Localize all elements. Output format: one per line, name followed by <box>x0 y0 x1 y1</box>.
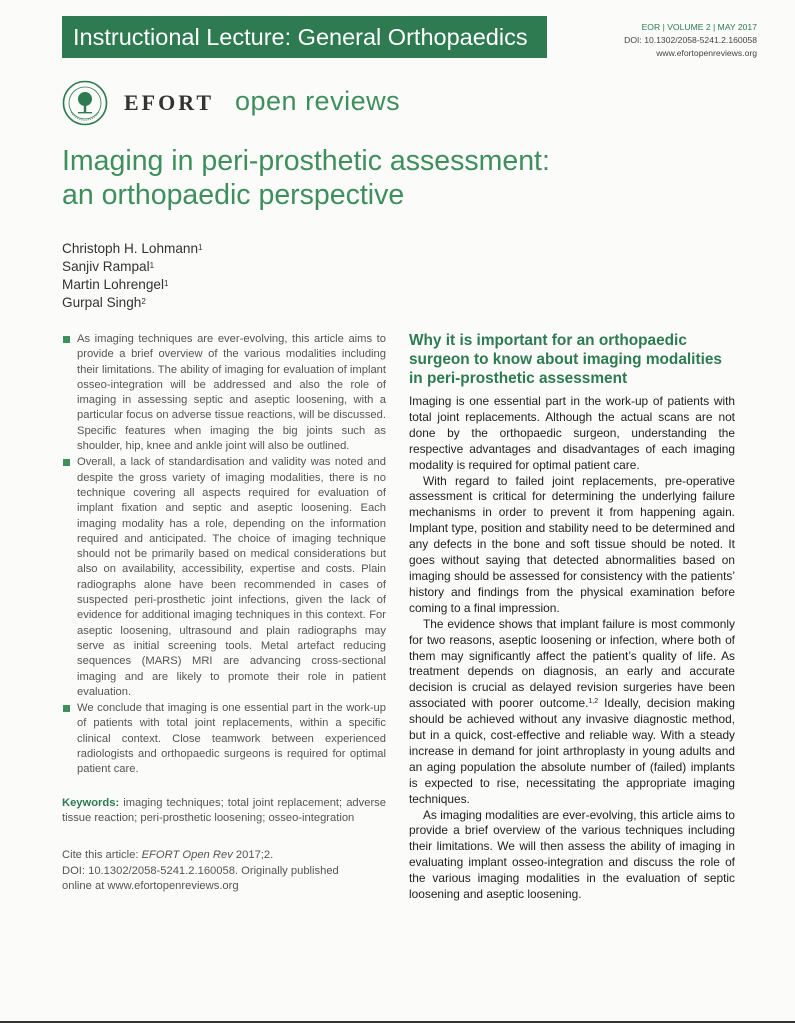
section-banner: Instructional Lecture: General Orthopaedics <box>62 16 547 58</box>
paragraph: As imaging modalities are ever-evolving, this article aims to provide a brief overview of the various techniques including their limitations. We will then assess the ability of imaging in evaluating implant osseo-integration and discuss the role of the various imaging modalities in the evaluation of septic loosening and aseptic loosening. <box>409 807 735 902</box>
reference-marker[interactable]: 1,2 <box>588 698 599 706</box>
keywords-text: imaging techniques; total joint replacement; adverse tissue reaction; peri-prosthetic loosening; osseo-integration <box>62 796 386 824</box>
bullet-square-icon <box>63 705 70 712</box>
bullet-square-icon <box>63 336 70 343</box>
abstract-bullet: Overall, a lack of standardisation and validity was noted and despite the gross variety of imaging modalities, there is no technique covering all aspects required for evaluation of implant fixation and septic and aseptic loosening. Each imaging modality has a role, depending on the information required and anticipated. The choice of imaging technique should not be primarily based on medical considerations but also on availability, accessibility, expertise and costs. Plain radiographs alone have been recommended in cases of suspected peri-prosthetic joint infections, given the lack of evidence for additional imaging techniques in this context. For aseptic loosening, ultrasound and plain radiographs may serve as initial screening tools. Metal artefact reducing sequences (MARS) MRI are advancing cross-sectional imaging and are likely to promote their role in patient evaluation. <box>62 455 386 700</box>
abstract-column <box>62 332 386 894</box>
author-list <box>62 240 202 312</box>
author: Sanjiv Rampal$^1$ <box>62 259 155 274</box>
section-body <box>409 394 735 903</box>
title-line: Imaging in peri-prosthetic assessment: <box>62 145 550 177</box>
abstract-bullet: We conclude that imaging is one essential part in the work-up of patients with total joint replacements, within a specific clinical context. Close teamwork between experienced radiologists and orthopaedic surgeons is required for optimal patient care. <box>62 701 386 777</box>
article-title <box>62 144 662 212</box>
title-line: an orthopaedic perspective <box>62 179 405 211</box>
citation-block: Cite this article: EFORT Open Rev 2017;2. DOI: 10.1302/2058-5241.2.160058. Originally published online at www.efortopenreviews.org <box>62 848 386 894</box>
paragraph: Imaging is one essential part in the work-up of patients with total joint replacements. Although the actual scans are not done by the orthopaedic surgeon, understanding the respective advantages and disadvantages of each imaging modality is required for optimal patient care. <box>409 394 735 472</box>
brand-open-reviews: open reviews <box>235 86 401 116</box>
journal-meta <box>624 21 757 60</box>
keywords-label: Keywords: <box>62 796 120 809</box>
author: Gurpal Singh$^2$ <box>62 295 146 310</box>
paragraph: With regard to failed joint replacements, pre-operative assessment is critical for determining the underlying failure mechanisms in order to prevent it from happening again. Implant type, position and stability need to be determined and any defects in the bone and soft tissue should be noted. It goes without saying that detected abnormalities based on imaging should be assessed for consistency with the patients’ history and findings from the physical examination before coming to a final impression. <box>409 473 735 615</box>
section-heading: Why it is important for an orthopaedic surgeon to know about imaging modalities in peri-prosthetic assessment <box>409 332 722 387</box>
author: Christoph H. Lohmann$^1$ <box>62 241 203 256</box>
body-column <box>409 331 735 903</box>
efort-seal-logo <box>62 80 108 126</box>
bullet-square-icon <box>63 459 70 466</box>
abstract-bullet: As imaging techniques are ever-evolving, this article aims to provide a brief overview of the various modalities including their limitations. The ability of imaging for evaluation of implant osseo-integration will be addressed and also the role of imaging in assessing septic and aseptic loosening, with a particular focus on adverse tissue reactions, will be discussed. Specific features when imaging the big joints such as shoulder, hip, knee and ankle joint will also be outlined. <box>62 332 386 454</box>
paragraph: The evidence shows that implant failure is most commonly for two reasons, aseptic loosening or infection, where both of them may significantly affect the patient’s quality of life. As treatment depends on diagnosis, an early and accurate decision is crucial as delayed revision surgeries have been associated with poorer outcome.$^{1,2}$ Ideally, decision making should be achieved without any invasive diagnostic method, but in a quick, cost-effective and reliable way. With a steady increase in demand for joint arthroplasty in young adults and an aging population the absolute number of (failed) implants is expected to rise, necessitating the appropriate imaging techniques. <box>409 616 735 806</box>
journal-issue-line: EOR | VOLUME 2 | MAY 2017 <box>641 22 757 32</box>
brand-efort: EFORT <box>124 90 215 115</box>
author: Martin Lohrengel$^1$ <box>62 277 169 292</box>
journal-url[interactable]: www.efortopenreviews.org <box>656 48 757 58</box>
citation-online[interactable]: online at www.efortopenreviews.org <box>62 879 239 892</box>
doi-line: DOI: 10.1302/2058-5241.2.160058 <box>624 35 757 45</box>
keywords <box>62 796 386 827</box>
citation-doi: DOI: 10.1302/2058-5241.2.160058. Originally published <box>62 864 339 877</box>
